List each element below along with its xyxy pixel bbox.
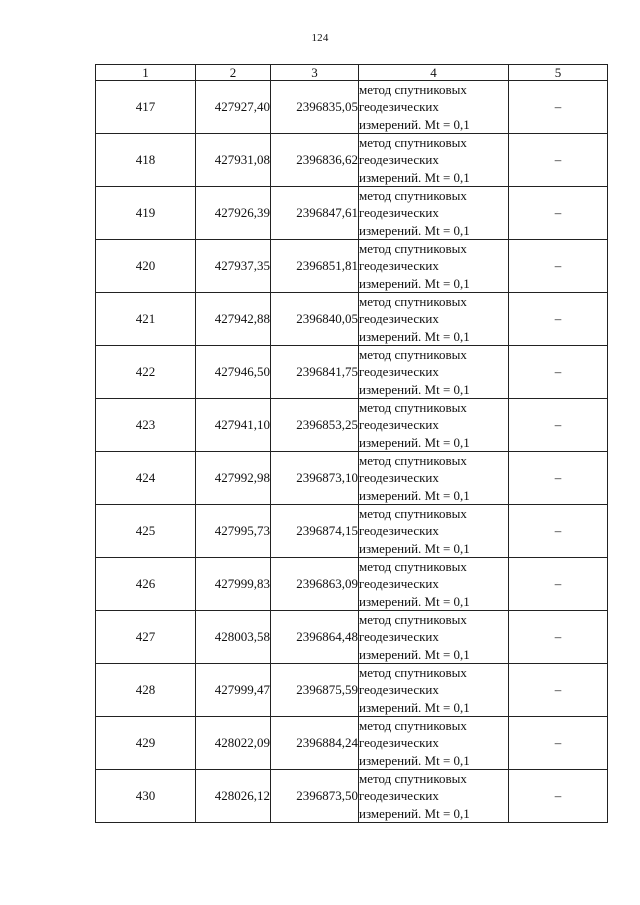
x-coordinate-cell: 428022,09 <box>196 717 271 770</box>
method-line: геодезических <box>359 470 439 486</box>
table-row <box>96 346 608 399</box>
column-header-1: 1 <box>96 65 196 81</box>
point-number-cell: 421 <box>96 293 196 346</box>
method-line: метод спутниковых <box>359 135 467 151</box>
point-number-cell: 424 <box>96 452 196 505</box>
method-line: геодезических <box>359 99 439 115</box>
method-line: измерений. Mt = 0,1 <box>359 169 470 185</box>
y-coordinate-cell: 2396873,50 <box>271 770 359 823</box>
x-coordinate-cell: 427941,10 <box>196 399 271 452</box>
method-line: измерений. Mt = 0,1 <box>359 116 470 132</box>
table-row <box>96 240 608 293</box>
method-line: метод спутниковых <box>359 82 467 98</box>
method-line: геодезических <box>359 523 439 539</box>
x-coordinate-cell: 427927,40 <box>196 81 271 134</box>
method-line: метод спутниковых <box>359 347 467 363</box>
method-line: измерений. Mt = 0,1 <box>359 540 470 556</box>
method-line: метод спутниковых <box>359 612 467 628</box>
method-line: измерений. Mt = 0,1 <box>359 805 470 821</box>
table-row <box>96 81 608 134</box>
x-coordinate-cell: 427999,47 <box>196 664 271 717</box>
method-cell <box>359 770 509 823</box>
method-line: геодезических <box>359 417 439 433</box>
method-line: метод спутниковых <box>359 241 467 257</box>
method-line: измерений. Mt = 0,1 <box>359 434 470 450</box>
note-cell: – <box>509 505 608 558</box>
point-number-cell: 426 <box>96 558 196 611</box>
method-cell <box>359 293 509 346</box>
method-line: геодезических <box>359 258 439 274</box>
method-cell <box>359 399 509 452</box>
x-coordinate-cell: 427999,83 <box>196 558 271 611</box>
y-coordinate-cell: 2396874,15 <box>271 505 359 558</box>
method-cell <box>359 611 509 664</box>
point-number-cell: 422 <box>96 346 196 399</box>
table-body <box>96 81 608 823</box>
method-cell <box>359 717 509 770</box>
method-line: метод спутниковых <box>359 718 467 734</box>
y-coordinate-cell: 2396835,05 <box>271 81 359 134</box>
x-coordinate-cell: 427937,35 <box>196 240 271 293</box>
method-line: измерений. Mt = 0,1 <box>359 752 470 768</box>
method-line: метод спутниковых <box>359 400 467 416</box>
table-row <box>96 505 608 558</box>
table-row <box>96 134 608 187</box>
note-cell: – <box>509 399 608 452</box>
x-coordinate-cell: 427926,39 <box>196 187 271 240</box>
method-cell <box>359 664 509 717</box>
method-line: измерений. Mt = 0,1 <box>359 699 470 715</box>
y-coordinate-cell: 2396875,59 <box>271 664 359 717</box>
method-line: геодезических <box>359 629 439 645</box>
note-cell: – <box>509 81 608 134</box>
method-line: геодезических <box>359 152 439 168</box>
table-row <box>96 558 608 611</box>
y-coordinate-cell: 2396840,05 <box>271 293 359 346</box>
y-coordinate-cell: 2396853,25 <box>271 399 359 452</box>
method-cell <box>359 505 509 558</box>
x-coordinate-cell: 427995,73 <box>196 505 271 558</box>
note-cell: – <box>509 558 608 611</box>
method-cell <box>359 452 509 505</box>
method-cell <box>359 187 509 240</box>
point-number-cell: 429 <box>96 717 196 770</box>
x-coordinate-cell: 427992,98 <box>196 452 271 505</box>
x-coordinate-cell: 427942,88 <box>196 293 271 346</box>
y-coordinate-cell: 2396847,61 <box>271 187 359 240</box>
coordinates-table <box>95 64 608 823</box>
point-number-cell: 418 <box>96 134 196 187</box>
x-coordinate-cell: 428003,58 <box>196 611 271 664</box>
y-coordinate-cell: 2396841,75 <box>271 346 359 399</box>
point-number-cell: 430 <box>96 770 196 823</box>
method-line: геодезических <box>359 576 439 592</box>
method-line: метод спутниковых <box>359 294 467 310</box>
table-row <box>96 770 608 823</box>
point-number-cell: 425 <box>96 505 196 558</box>
method-line: геодезических <box>359 682 439 698</box>
note-cell: – <box>509 293 608 346</box>
note-cell: – <box>509 346 608 399</box>
y-coordinate-cell: 2396863,09 <box>271 558 359 611</box>
table-row <box>96 399 608 452</box>
x-coordinate-cell: 427946,50 <box>196 346 271 399</box>
table-row <box>96 717 608 770</box>
note-cell: – <box>509 452 608 505</box>
page-number: 124 <box>311 32 329 44</box>
table-row <box>96 452 608 505</box>
method-line: метод спутниковых <box>359 771 467 787</box>
method-line: измерений. Mt = 0,1 <box>359 646 470 662</box>
y-coordinate-cell: 2396873,10 <box>271 452 359 505</box>
method-line: геодезических <box>359 311 439 327</box>
point-number-cell: 420 <box>96 240 196 293</box>
table-row <box>96 664 608 717</box>
method-line: измерений. Mt = 0,1 <box>359 487 470 503</box>
point-number-cell: 423 <box>96 399 196 452</box>
y-coordinate-cell: 2396836,62 <box>271 134 359 187</box>
table-row <box>96 293 608 346</box>
note-cell: – <box>509 240 608 293</box>
method-line: геодезических <box>359 788 439 804</box>
note-cell: – <box>509 664 608 717</box>
note-cell: – <box>509 134 608 187</box>
y-coordinate-cell: 2396864,48 <box>271 611 359 664</box>
method-line: измерений. Mt = 0,1 <box>359 328 470 344</box>
y-coordinate-cell: 2396884,24 <box>271 717 359 770</box>
method-cell <box>359 346 509 399</box>
point-number-cell: 419 <box>96 187 196 240</box>
table-header <box>96 65 608 81</box>
point-number-cell: 417 <box>96 81 196 134</box>
method-line: измерений. Mt = 0,1 <box>359 222 470 238</box>
method-line: метод спутниковых <box>359 506 467 522</box>
method-cell <box>359 81 509 134</box>
method-cell <box>359 134 509 187</box>
note-cell: – <box>509 187 608 240</box>
y-coordinate-cell: 2396851,81 <box>271 240 359 293</box>
column-header-4: 4 <box>359 65 509 81</box>
x-coordinate-cell: 427931,08 <box>196 134 271 187</box>
note-cell: – <box>509 717 608 770</box>
table-row <box>96 187 608 240</box>
method-line: метод спутниковых <box>359 665 467 681</box>
note-cell: – <box>509 611 608 664</box>
table-row <box>96 611 608 664</box>
point-number-cell: 428 <box>96 664 196 717</box>
method-line: геодезических <box>359 364 439 380</box>
header-row <box>96 65 608 81</box>
column-header-3: 3 <box>271 65 359 81</box>
point-number-cell: 427 <box>96 611 196 664</box>
method-line: измерений. Mt = 0,1 <box>359 381 470 397</box>
column-header-5: 5 <box>509 65 608 81</box>
x-coordinate-cell: 428026,12 <box>196 770 271 823</box>
method-line: геодезических <box>359 205 439 221</box>
method-line: метод спутниковых <box>359 559 467 575</box>
method-cell <box>359 240 509 293</box>
method-line: измерений. Mt = 0,1 <box>359 275 470 291</box>
method-line: метод спутниковых <box>359 453 467 469</box>
method-cell <box>359 558 509 611</box>
method-line: измерений. Mt = 0,1 <box>359 593 470 609</box>
method-line: геодезических <box>359 735 439 751</box>
column-header-2: 2 <box>196 65 271 81</box>
method-line: метод спутниковых <box>359 188 467 204</box>
note-cell: – <box>509 770 608 823</box>
